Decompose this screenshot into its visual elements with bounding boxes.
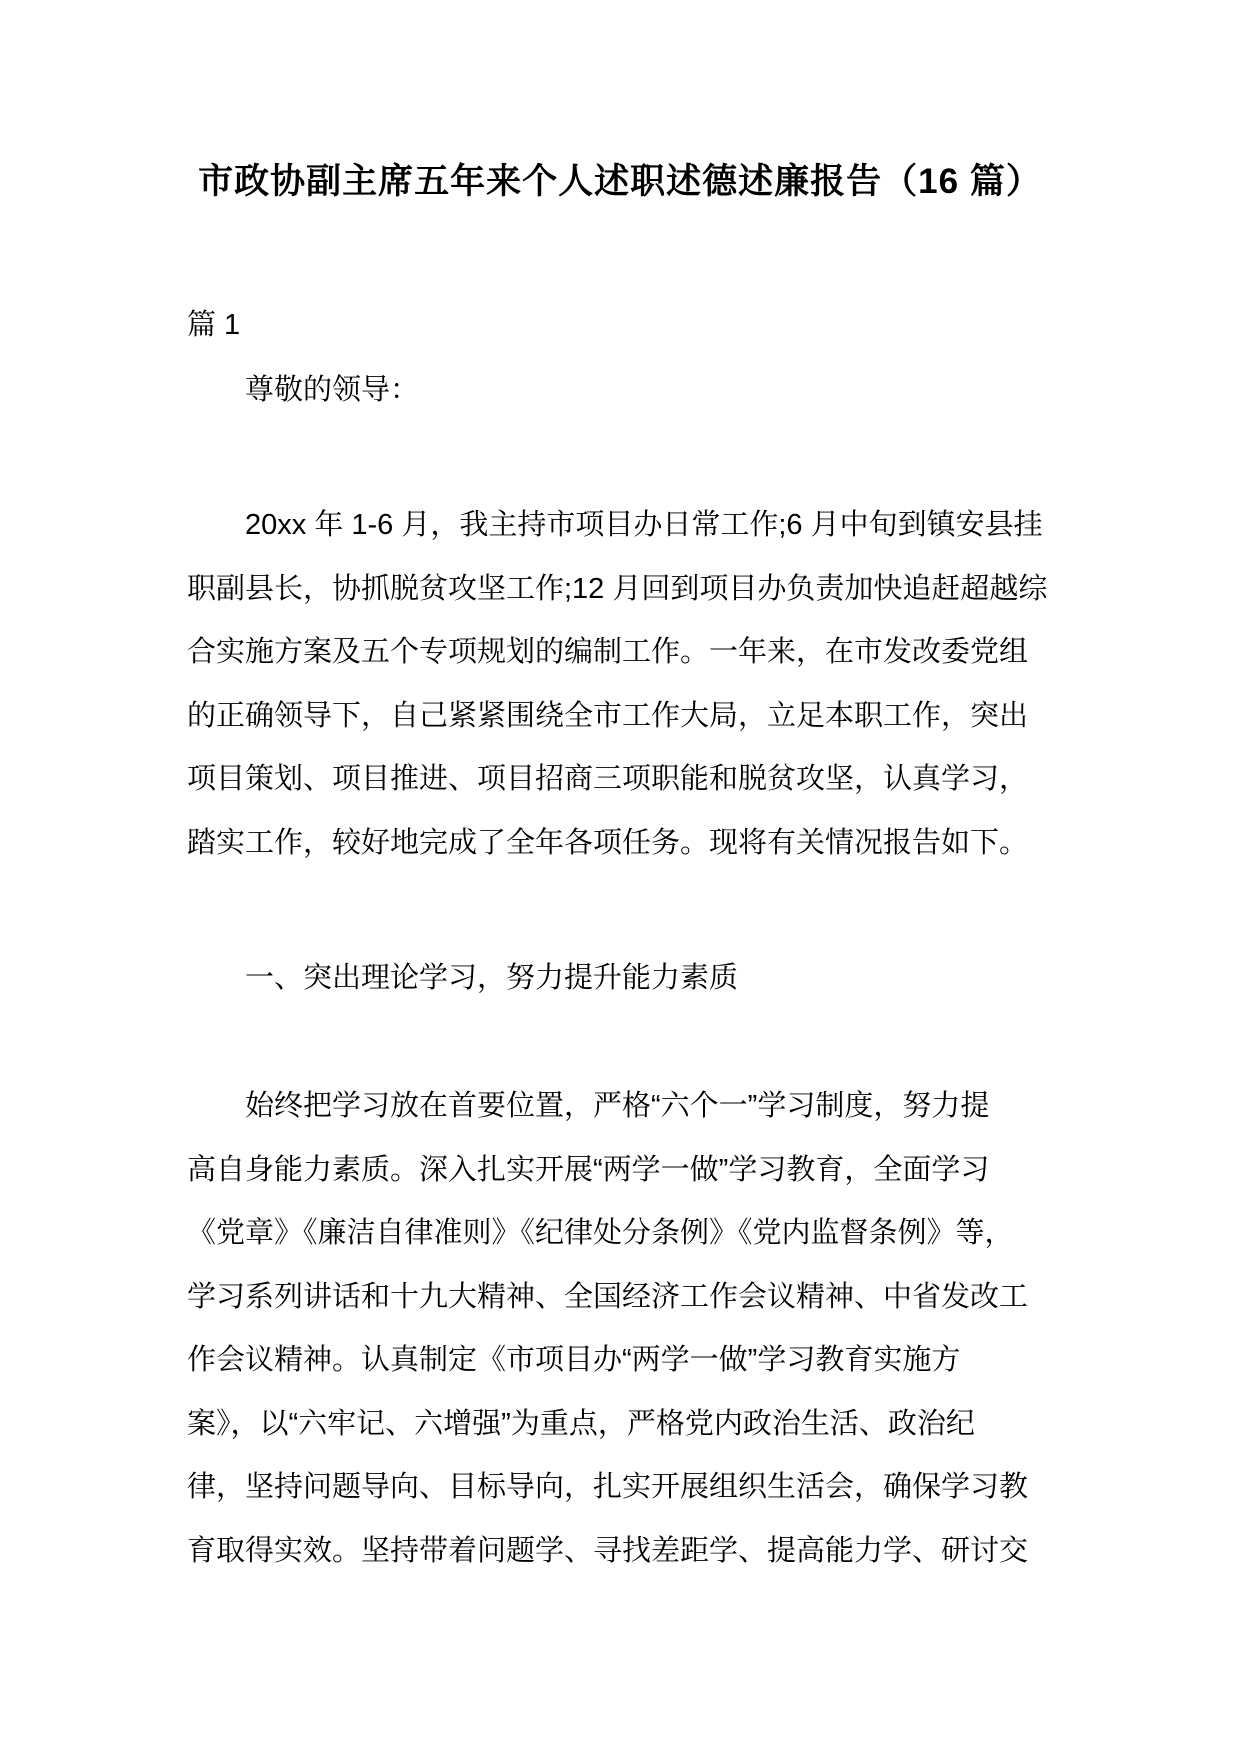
paragraph-line: 20xx 年 1-6 月，我主持市项目办日常工作;6 月中旬到镇安县挂 — [245, 509, 1043, 541]
paragraph-line: 作会议精神。认真制定《市项目办“两学一做”学习教育实施方 — [187, 1344, 961, 1376]
paragraph-line: 育取得实效。坚持带着问题学、寻找差距学、提高能力学、研讨交 — [187, 1534, 1029, 1567]
section-label: 篇 1 — [187, 309, 241, 341]
document-title: 市政协副主席五年来个人述职述德述廉报告（16 篇） — [198, 162, 1042, 201]
paragraph-line: 项目策划、项目推进、项目招商三项职能和脱贫攻坚，认真学习， — [187, 763, 1029, 795]
paragraph-line: 案》，以“六牢记、六增强”为重点，严格党内政治生活、政治纪 — [187, 1407, 975, 1440]
paragraph-line: 《党章》《廉洁自律准则》《纪律处分条例》《党内监督条例》等， — [187, 1217, 1014, 1249]
paragraph-line: 高自身能力素质。深入扎实开展“两学一做”学习教育，全面学习 — [187, 1153, 990, 1186]
paragraph-1 — [187, 494, 1059, 875]
section-heading: 一、突出理论学习，努力提升能力素质 — [245, 962, 739, 994]
paragraph-2 — [187, 1075, 1059, 1583]
salutation: 尊敬的领导： — [245, 374, 420, 406]
paragraph-line: 始终把学习放在首要位置，严格“六个一”学习制度，努力提 — [245, 1090, 990, 1122]
paragraph-line: 职副县长，协抓脱贫攻坚工作;12 月回到项目办负责加快追赶超越综 — [187, 572, 1048, 605]
paragraph-line: 踏实工作，较好地完成了全年各项任务。现将有关情况报告如下。 — [187, 826, 1029, 859]
paragraph-line: 学习系列讲话和十九大精神、全国经济工作会议精神、中省发改工 — [187, 1280, 1029, 1313]
paragraph-line: 律，坚持问题导向、目标导向，扎实开展组织生活会，确保学习教 — [187, 1471, 1029, 1503]
paragraph-line: 合实施方案及五个专项规划的编制工作。一年来，在市发改委党组 — [187, 636, 1029, 668]
paragraph-line: 的正确领导下，自己紧紧围绕全市工作大局，立足本职工作，突出 — [187, 699, 1029, 732]
